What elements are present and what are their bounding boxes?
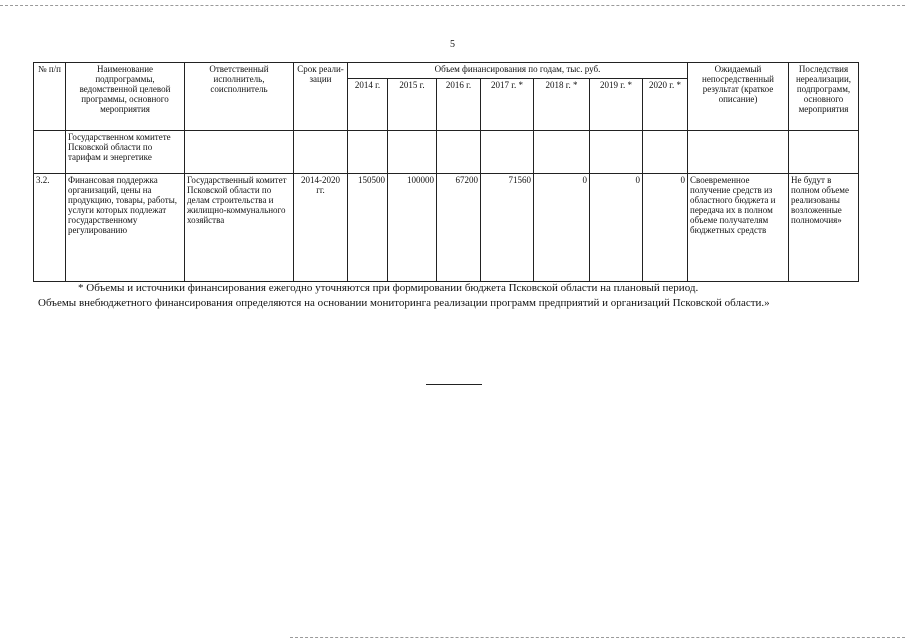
- header-name: Наименование подпрограммы, ведомственной целевой программы, основного мероприятия: [66, 63, 185, 131]
- scan-edge-top: [0, 5, 905, 7]
- footnote-line-2: Объемы внебюджетного финансирования определяются на основании мониторинга реализации программ предприятий и организаций Псковской области.»: [38, 297, 770, 309]
- header-financing-group: Объем финансирования по годам, тыс. руб.: [348, 63, 688, 79]
- row-consequences: Не будут в полном объеме реализованы возложенные полномочия»: [789, 174, 859, 282]
- header-year: 2016 г.: [437, 79, 481, 131]
- header-expected-result: Ожидаемый непосредственный результат (краткое описание): [688, 63, 789, 131]
- row-value-2016: 67200: [437, 174, 481, 282]
- footnote-text-1: * Объемы и источники финансирования ежегодно уточняются при формировании бюджета Псковской области на плановый период.: [78, 282, 699, 294]
- header-consequences: Последствия нереализации, подпрограмм, основного мероприятия: [789, 63, 859, 131]
- header-num: № п/п: [34, 63, 66, 131]
- financing-table: [33, 62, 859, 282]
- continuation-name: Государственном комитете Псковской области по тарифам и энергетике: [66, 131, 185, 174]
- footnote-line-1: [38, 281, 861, 296]
- header-year: 2014 г.: [348, 79, 388, 131]
- row-num: 3.2.: [34, 174, 66, 282]
- header-year: 2018 г. *: [534, 79, 590, 131]
- continuation-row: [34, 131, 859, 174]
- table-row: [34, 174, 859, 282]
- page-number: 5: [450, 39, 455, 50]
- header-year: 2017 г. *: [481, 79, 534, 131]
- row-name: Финансовая поддержка организаций, цены на продукцию, товары, работы, услуги которых подлежат государственному регулированию: [66, 174, 185, 282]
- row-value-2017: 71560: [481, 174, 534, 282]
- row-expected-result: Своевременное получение средств из областного бюджета и передача их в полном объеме получателям бюджетных средств: [688, 174, 789, 282]
- row-value-2015: 100000: [388, 174, 437, 282]
- row-responsible: Государственный комитет Псковской области по делам строительства и жилищно-коммунального хозяйства: [185, 174, 294, 282]
- header-row-1: [34, 63, 859, 79]
- row-value-2020: 0: [643, 174, 688, 282]
- footnote: [38, 281, 861, 311]
- row-value-2014: 150500: [348, 174, 388, 282]
- row-value-2019: 0: [590, 174, 643, 282]
- row-period: 2014-2020 гг.: [294, 174, 348, 282]
- header-year: 2015 г.: [388, 79, 437, 131]
- scan-edge-bottom: [290, 637, 905, 639]
- header-year: 2020 г. *: [643, 79, 688, 131]
- header-responsible: Ответственный исполнитель, соисполнитель: [185, 63, 294, 131]
- header-period: Срок реали- зации: [294, 63, 348, 131]
- header-year: 2019 г. *: [590, 79, 643, 131]
- closing-rule: [426, 384, 482, 385]
- row-value-2018: 0: [534, 174, 590, 282]
